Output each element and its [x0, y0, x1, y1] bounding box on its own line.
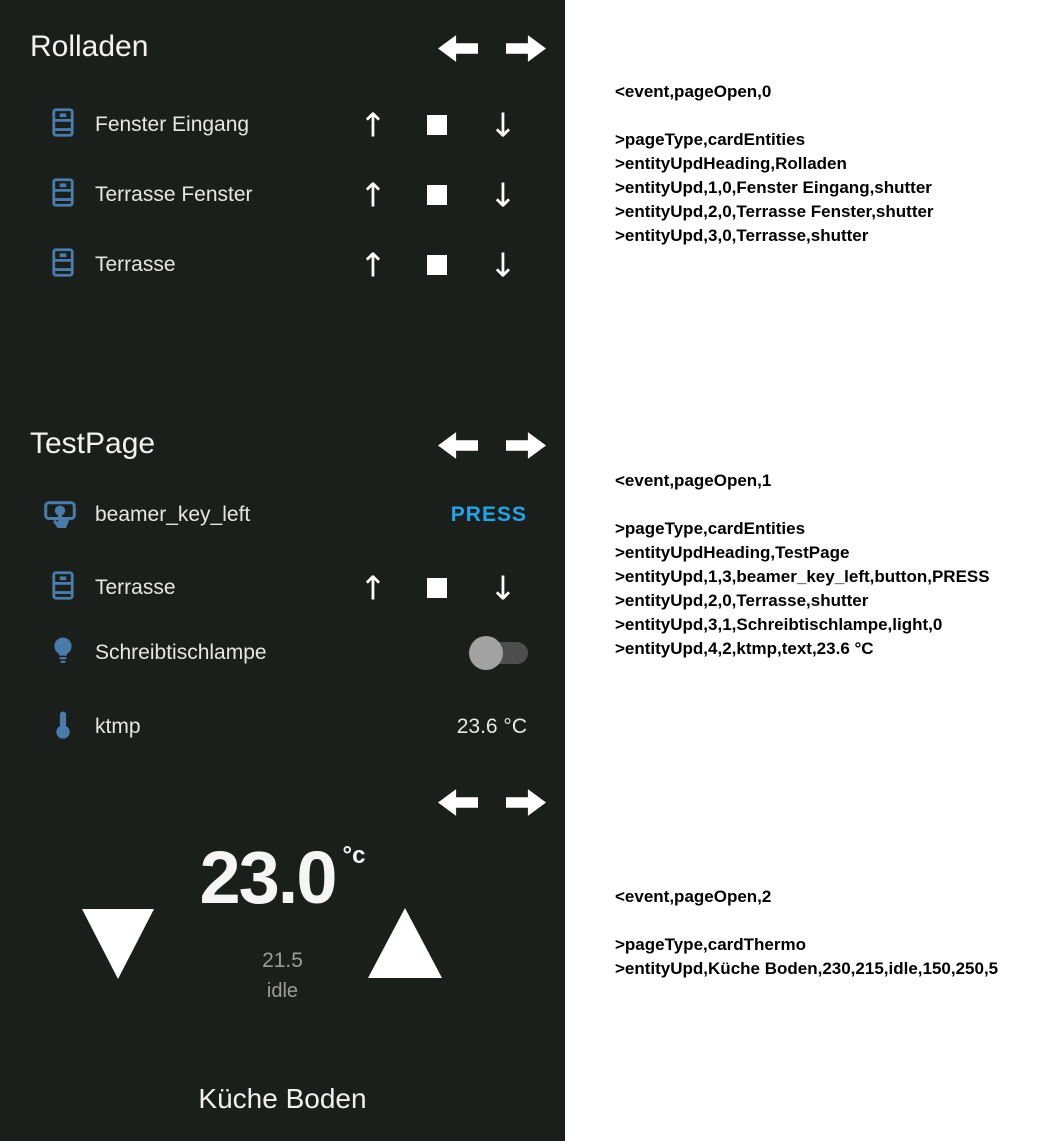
log-line: >pageType,cardEntities	[615, 519, 806, 538]
log-line: <event,pageOpen,0	[615, 82, 772, 101]
shutter-down-button[interactable]: ↓	[489, 245, 517, 285]
prev-page-icon[interactable]	[438, 430, 478, 461]
log-line: <event,pageOpen,2	[615, 887, 772, 906]
card-testpage	[0, 400, 565, 775]
text-entity-value: 23.6 °C	[456, 715, 527, 738]
log-line: >entityUpdHeading,TestPage	[615, 543, 850, 562]
page-nav	[438, 430, 546, 461]
entity-row	[0, 625, 565, 681]
card-thermo	[0, 775, 565, 1141]
press-button[interactable]: PRESS	[450, 503, 527, 526]
toggle-knob	[469, 636, 503, 670]
log-blank-line	[615, 493, 990, 517]
entity-row	[0, 560, 565, 616]
log-line: >entityUpd,1,3,beamer_key_left,button,PRESS	[615, 567, 990, 586]
thermometer-icon	[46, 708, 80, 747]
entity-label: Terrasse	[95, 253, 176, 276]
log-line: >entityUpdHeading,Rolladen	[615, 154, 847, 173]
shutter-down-button[interactable]: ↓	[489, 105, 517, 145]
log-block-page2	[615, 885, 998, 981]
next-page-icon[interactable]	[506, 787, 546, 818]
shutter-down-button[interactable]: ↓	[489, 175, 517, 215]
entity-row	[0, 487, 565, 543]
log-block-page1	[615, 469, 990, 661]
card-rolladen	[0, 0, 565, 400]
page-title: TestPage	[30, 427, 156, 460]
log-line: >entityUpd,1,0,Fenster Eingang,shutter	[615, 178, 932, 197]
log-line: >entityUpd,2,0,Terrasse,shutter	[615, 591, 869, 610]
temperature-unit: °c	[342, 842, 366, 869]
page-nav	[438, 787, 546, 818]
log-line: >pageType,cardEntities	[615, 130, 806, 149]
entity-row	[0, 97, 565, 153]
shutter-icon	[46, 106, 80, 145]
shutter-up-button[interactable]: ↑	[359, 175, 387, 215]
entity-row	[0, 167, 565, 223]
log-line: >entityUpd,2,0,Terrasse Fenster,shutter	[615, 202, 934, 221]
prev-page-icon[interactable]	[438, 787, 478, 818]
log-line: >entityUpd,3,0,Terrasse,shutter	[615, 226, 869, 245]
entity-label: Fenster Eingang	[95, 113, 250, 136]
page-nav	[438, 33, 546, 64]
entity-row	[0, 699, 565, 755]
current-temperature	[0, 836, 565, 919]
log-blank-line	[615, 909, 998, 933]
prev-page-icon[interactable]	[438, 33, 478, 64]
current-temperature-value: 23.0	[199, 836, 336, 919]
log-line: >entityUpd,4,2,ktmp,text,23.6 °C	[615, 639, 874, 658]
log-blank-line	[615, 104, 934, 128]
log-line: >entityUpd,Küche Boden,230,215,idle,150,250,5	[615, 959, 999, 978]
shutter-icon	[46, 569, 80, 608]
thermostat-title: Küche Boden	[198, 1083, 367, 1114]
shutter-stop-button[interactable]	[427, 255, 447, 275]
entity-row	[0, 237, 565, 293]
button-press-icon	[42, 495, 78, 536]
shutter-up-button[interactable]: ↑	[359, 105, 387, 145]
entity-label: Terrasse	[95, 576, 176, 599]
shutter-icon	[46, 176, 80, 215]
entity-label: beamer_key_left	[95, 503, 251, 526]
page-title: Rolladen	[30, 30, 149, 63]
shutter-icon	[46, 246, 80, 285]
log-line: >entityUpd,3,1,Schreibtischlampe,light,0	[615, 615, 943, 634]
shutter-up-button[interactable]: ↑	[359, 568, 387, 608]
entity-label: Terrasse Fenster	[95, 183, 253, 206]
next-page-icon[interactable]	[506, 33, 546, 64]
next-page-icon[interactable]	[506, 430, 546, 461]
target-temperature: 21.5	[262, 949, 303, 972]
shutter-stop-button[interactable]	[427, 185, 447, 205]
shutter-up-button[interactable]: ↑	[359, 245, 387, 285]
shutter-down-button[interactable]: ↓	[489, 568, 517, 608]
protocol-log-column	[565, 0, 1045, 1141]
shutter-stop-button[interactable]	[427, 115, 447, 135]
entity-label: Schreibtischlampe	[95, 641, 267, 664]
log-block-page0	[615, 80, 934, 248]
shutter-stop-button[interactable]	[427, 578, 447, 598]
light-toggle-switch[interactable]	[469, 636, 528, 670]
log-line: <event,pageOpen,1	[615, 471, 772, 490]
hvac-state: idle	[266, 980, 299, 1002]
log-line: >pageType,cardThermo	[615, 935, 806, 954]
entity-label: ktmp	[95, 715, 141, 738]
lightbulb-icon	[46, 634, 80, 673]
